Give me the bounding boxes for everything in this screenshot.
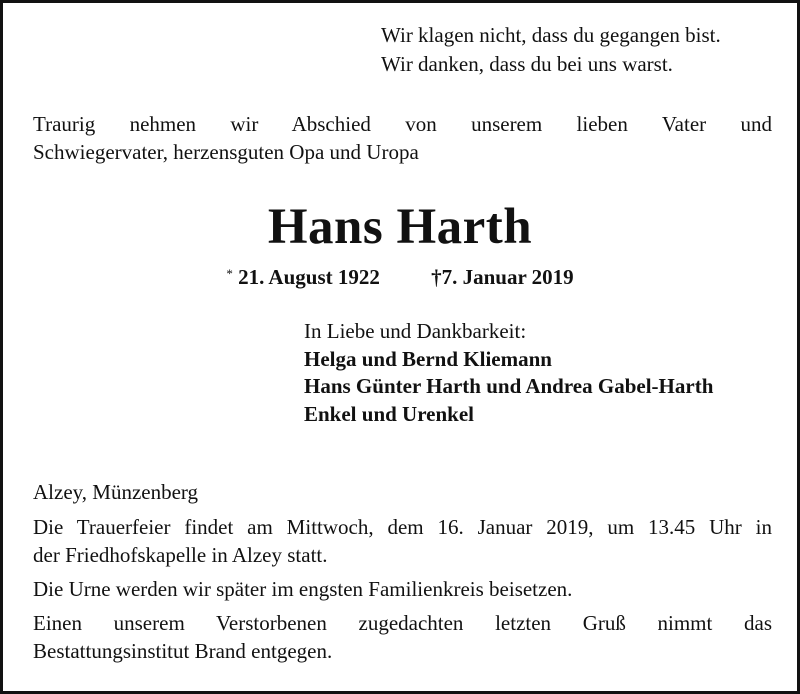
life-dates (3, 261, 797, 290)
mourner-line: Helga und Bernd Kliemann (304, 346, 552, 371)
greeting-line-1: Einen unserem Verstorbenen zugedachten letzten Gruß nimmt das (33, 611, 772, 635)
intro-text (33, 110, 772, 166)
death-symbol: † (431, 265, 442, 289)
motto-quote (381, 21, 721, 79)
mourner-line: Enkel und Urenkel (304, 401, 474, 426)
ceremony-paragraph (33, 513, 772, 569)
birth-date-text: 21. August 1922 (238, 265, 380, 289)
birth-symbol: * (226, 266, 233, 281)
motto-line-1: Wir klagen nicht, dass du gegangen bist. (381, 23, 721, 47)
greeting-paragraph (33, 609, 772, 665)
intro-line-2: Schwiegervater, herzensguten Opa und Uropa (33, 140, 419, 164)
greeting-line-2: Bestattungsinstitut Brand entgegen. (33, 639, 333, 663)
funeral-details (33, 513, 772, 671)
motto-line-2: Wir danken, dass du bei uns warst. (381, 52, 673, 76)
ceremony-line-2: der Friedhofskapelle in Alzey statt. (33, 543, 328, 567)
death-date (431, 265, 574, 289)
birth-date (226, 265, 380, 289)
death-date-text: 7. Januar 2019 (441, 265, 574, 289)
place-line: Alzey, Münzenberg (33, 480, 199, 504)
urn-paragraph: Die Urne werden wir später im engsten Familienkreis beisetzen. (33, 577, 573, 601)
mourners-block (304, 318, 713, 428)
ceremony-line-1: Die Trauerfeier findet am Mittwoch, dem 16. Januar 2019, um 13.45 Uhr in (33, 515, 772, 539)
mourners-intro: In Liebe und Dankbarkeit: (304, 319, 527, 343)
mourner-line: Hans Günter Harth und Andrea Gabel-Harth (304, 374, 714, 398)
deceased-name: Hans Harth (267, 199, 533, 255)
intro-line-1: Traurig nehmen wir Abschied von unserem lieben Vater und (33, 112, 772, 136)
